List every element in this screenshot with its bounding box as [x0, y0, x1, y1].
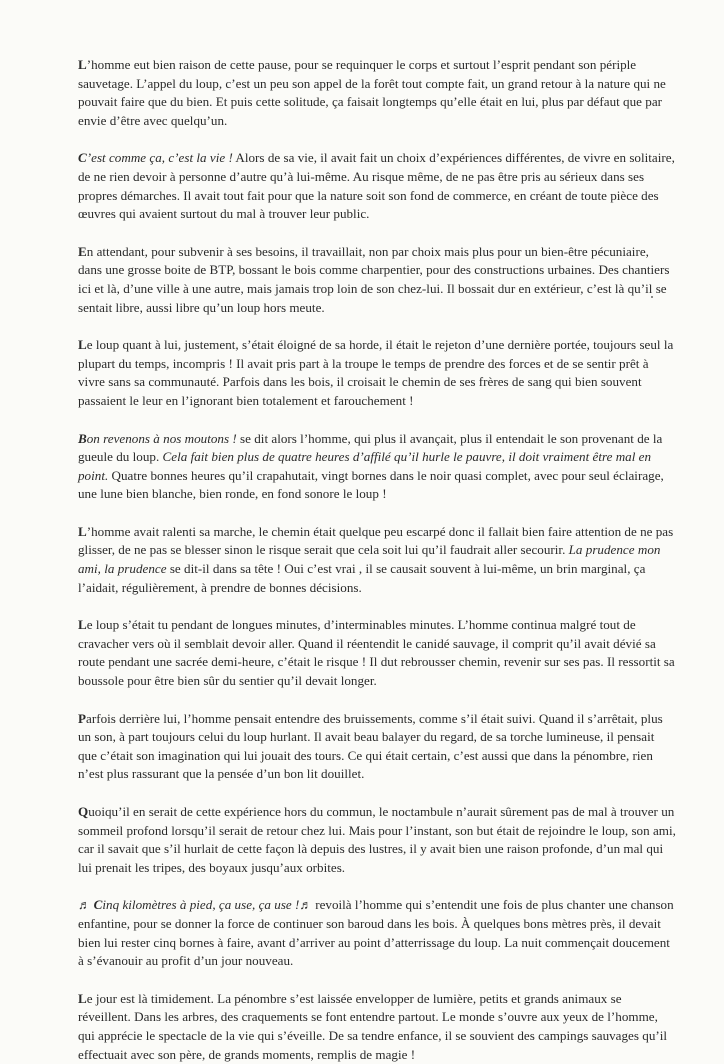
paragraph-4	[78, 336, 676, 410]
paragraph-text: uoiqu’il en serait de cette expérience hors du commun, le noctambule n’aurait sûrement pas de mal à trouver un sommeil profond lorsqu’il serait de retour chez lui. Mais pour l’instant, son but était de rejoindre le loup, son ami, car il savait que s’il hurlait de cette façon là depuis des lustres, il y avait bien une raison profonde, d’un mal qui lui prenait les tripes, des boyaux jusqu’aux orbites.	[78, 804, 676, 875]
paragraph-6	[78, 523, 676, 597]
paragraph-10	[78, 896, 676, 970]
music-note-icon: ♬	[78, 898, 94, 913]
italic-phrase: ’est comme ça, c’est la vie !	[86, 150, 233, 166]
drop-cap: B	[78, 430, 87, 446]
paragraph-text: se dit-il dans sa tête ! Oui c’est vrai , il se causait souvent à lui-même, un brin marginal, ça l’aidait, régulièrement, à prendre de bonnes décisions.	[78, 561, 646, 595]
paragraph-3	[78, 243, 676, 317]
paragraph-text: arfois derrière lui, l’homme pensait entendre des bruissements, comme s’il était suivi. Quand il s’arrêtait, plus un son, à part toujours celui du loup hurlant. Il avait beau balayer du regard, de sa torche lumineuse, il pensait que c’était son imagination qui lui jouait des tours. Ce qui était certain, c’est aussi que dans la pénombre, rien n’est plus rassurant que la pensée d’un bon lit douillet.	[78, 710, 663, 782]
drop-cap: E	[78, 243, 87, 259]
drop-cap: P	[78, 710, 87, 726]
paragraph-9	[78, 803, 676, 877]
drop-cap: C	[78, 150, 87, 166]
paragraph-text: revoilà l’homme qui s’entendit une fois de plus chanter une chanson enfantine, pour se donner la force de continuer son baroud dans les bois. À quelques bons mètres près, il devait bien lui rester cinq bornes à faire, avant d’arriver au point d’atterrissage du loup. La nuit commençait doucement à s’évanouir au profit d’un jour nouveau.	[78, 897, 674, 969]
scan-speck	[651, 296, 653, 298]
paragraph-1	[78, 56, 676, 130]
drop-cap: L	[78, 523, 87, 539]
italic-phrase: Cela fait bien plus de quatre heures d’affilé qu’il hurle le pauvre, il doit vraiment être mal en point.	[78, 449, 652, 483]
paragraph-7	[78, 616, 676, 690]
paragraph-2	[78, 149, 676, 223]
italic-phrase: on revenons à nos moutons !	[86, 430, 237, 446]
drop-cap: L	[78, 337, 87, 353]
italic-phrase: La prudence mon ami, la prudence	[78, 542, 661, 577]
paragraph-5	[78, 430, 676, 504]
paragraph-11	[78, 990, 676, 1064]
drop-cap: Q	[78, 804, 89, 819]
drop-cap: C	[93, 897, 103, 913]
drop-cap: L	[78, 990, 87, 1006]
drop-cap: L	[78, 57, 87, 72]
paragraph-text: e loup s’était tu pendant de longues minutes, d’interminables minutes. L’homme continua malgré tout de cravacher vers où il semblait devoir aller. Quand il réentendit le canidé sauvage, il comprit qu’il avait dévié sa route pendant une sacrée demi-heure, c’était le risque ! Il dut rebrousser chemin, revenir sur ses pas. Il ressortit sa boussole pour être bien sûr du sentier qu’il devait longer.	[78, 617, 675, 689]
italic-phrase: inq kilomètres à pied, ça use, ça use !	[102, 897, 300, 913]
paragraph-text: ’homme eut bien raison de cette pause, pour se requinquer le corps et surtout l’esprit pendant son périple sauvetage. L’appel du loup, c’est un peu son appel de la forêt tout compte fait, un grand retour à la nature qui ne pouvait faire que du bien. Et puis cette solitude, ça faisait longtemps qu’elle était en lui, plus par défaut que par envie d’être avec quelqu’un.	[78, 57, 666, 128]
paragraph-text: ’homme avait ralenti sa marche, le chemin était quelque peu escarpé donc il fallait bien faire attention de ne pas glisser, de ne pas se blesser sinon le risque serait que cela soit lui qu’il faudrait aller secourir.	[78, 523, 674, 558]
paragraph-text: se dit alors l’homme, qui plus il avançait, plus il entendait le son provenant de la gueule du loup.	[78, 430, 663, 465]
drop-cap: L	[78, 617, 87, 633]
paragraph-text: e jour est là timidement. La pénombre s’est laissée envelopper de lumière, petits et grands animaux se réveillent. Dans les arbres, des craquements se font entendre partout. Le monde s’ouvre aux yeux de l’homme, qui apprécie le spectacle de la vie qui s’éveille. De sa tendre enfance, il se souvient des campings sauvages qu’il effectuait avec son père, de grands moments, remplis de magie !	[78, 990, 668, 1062]
paragraph-8	[78, 710, 676, 784]
music-note-icon: ♬	[299, 898, 312, 913]
paragraph-text: Quatre bonnes heures qu’il crapahutait, vingt bornes dans le noir quasi complet, avec pour seul éclairage, une lune bien blanche, bien ronde, en fond sonore le loup !	[78, 467, 664, 502]
paragraph-text: n attendant, pour subvenir à ses besoins, il travaillait, non par choix mais plus pour un bien-être pécuniaire, dans une grosse boite de BTP, bossant le bois comme charpentier, pour des constructions urbaines. Des chantiers ici et là, d’une ville à une autre, mais jamais trop loin de son chez-lui. Il bossait dur en extérieur, c’est là qu’il se sentait libre, aussi libre qu’un loup hors meute.	[78, 243, 670, 315]
paragraph-text: Alors de sa vie, il avait fait un choix d’expériences différentes, de vivre en solitaire, de ne rien devoir à personne d’autre qu’à lui-même. Au risque même, de ne pas être pris au sérieux dans ses propres démarches. Il avait tout fait pour que la nature soit son fond de commerce, en créant de toute pièce des œuvres qui avaient surtout du mal à trouver leur public.	[78, 150, 675, 222]
paragraph-text: e loup quant à lui, justement, s’était éloigné de sa horde, il était le rejeton d’une dernière portée, toujours seul la plupart du temps, incompris ! Il avait pris part à la troupe le temps de prendre des forces et de se sentir prêt à vivre sans sa communauté. Parfois dans les bois, il croisait le chemin de ses frères de sang qui bien souvent passaient le leur en l’ignorant bien totalement et farouchement !	[78, 337, 674, 408]
